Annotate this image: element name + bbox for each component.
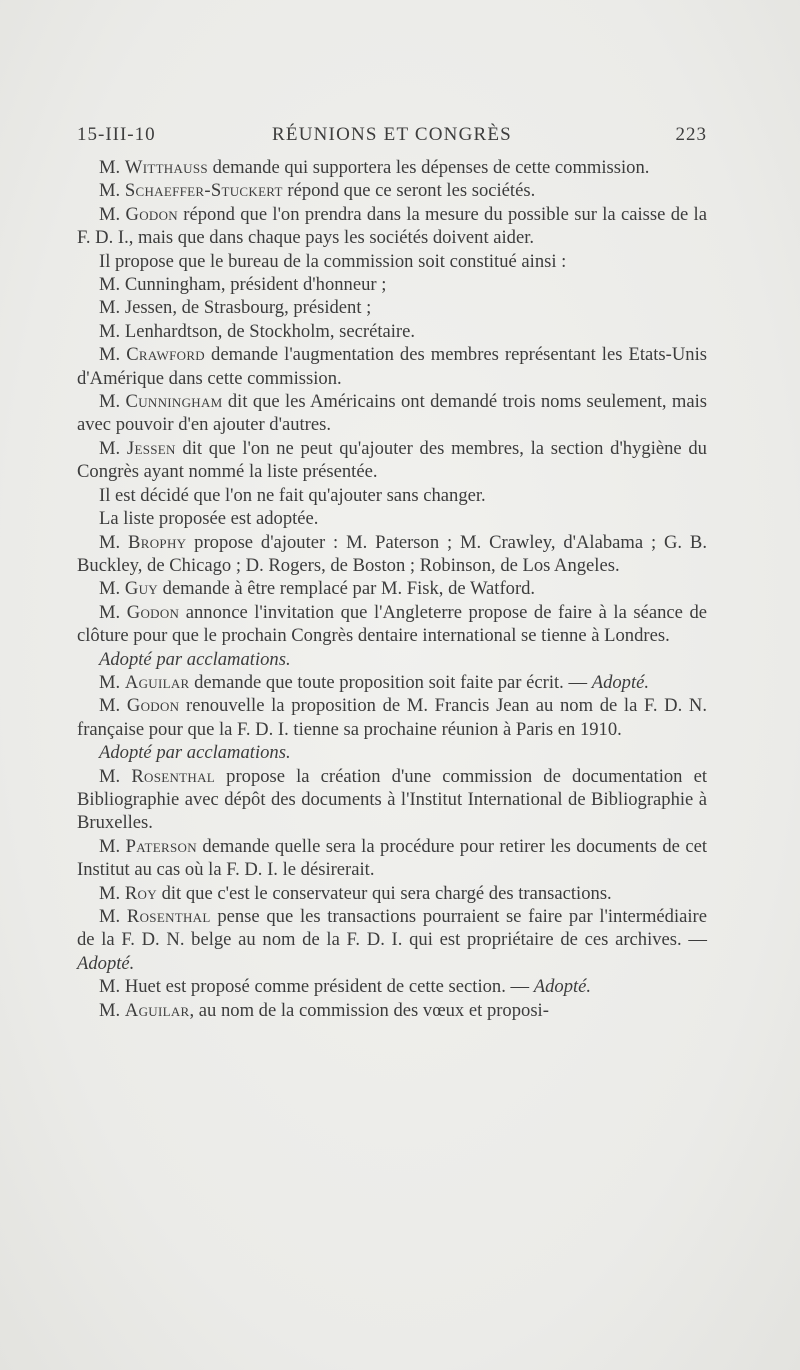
paragraph-text: demande à être remplacé par M. Fisk, de Watford. [157,578,536,600]
speaker-name: Godon [126,601,180,623]
paragraph [77,320,707,343]
paragraph-prefix: M. [99,531,129,553]
paragraph-text: répond que l'on prendra dans la mesure du possible sur la caisse de la F. D. I., mais que dans chaque pays les sociétés doivent aider. [77,203,707,249]
speaker-name: Rosenthal [126,906,211,927]
paragraph [77,507,707,530]
paragraph-prefix: M. [99,765,132,787]
paragraph-text: pense que les transactions pourraient se faire par l'intermédiaire de la F. D. N. belge au nom de la F. D. I. qui est propriétaire de ces archives. — [77,906,707,951]
paragraph-prefix: M. [99,601,127,623]
paragraph [77,601,707,648]
paragraph-prefix: M. [99,882,125,904]
paragraph-text: renouvelle la proposition de M. Francis Jean au nom de la F. D. N. française pour que la F. D. I. tienne sa prochaine réunion à Paris en 1910. [77,695,707,740]
paragraph [77,531,707,578]
paragraph-prefix: M. [99,999,125,1021]
paragraph [77,273,707,296]
header-date: 15-III-10 [77,124,156,145]
speaker-name: Paterson [125,835,197,857]
paragraph [77,671,707,694]
speaker-name: Rosenthal [131,765,216,787]
paragraph [77,250,707,273]
paragraph-prefix: M. [99,835,126,857]
speaker-name: Brophy [128,531,187,553]
paragraph [77,882,707,905]
paragraph [77,577,707,600]
body-text [77,156,707,1022]
paragraph [77,296,707,319]
paragraph [77,835,707,882]
paragraph [77,390,707,437]
paragraph-text: demande que toute proposition soit faite par écrit. — [189,671,592,693]
paragraph-prefix: M. [99,578,125,600]
speaker-name: Witthauss [124,157,208,178]
paragraph-text: dit que c'est le conservateur qui sera chargé des transactions. [156,882,612,904]
paragraph-prefix: M. [99,695,127,717]
running-head [77,124,707,154]
paragraph-text: dit que les Américains ont demandé trois noms seulement, mais avec pouvoir d'en ajouter d'autres. [77,391,707,436]
paragraph-prefix: M. [99,437,127,459]
paragraph-text: Il propose que le bureau de la commission soit constitué ainsi : [99,250,567,272]
paragraph [77,694,707,741]
paragraph [77,648,707,671]
paragraph [77,484,707,507]
speaker-name: Jessen [126,437,176,459]
speaker-name: Cunningham [125,391,223,413]
header-title: RÉUNIONS ET CONGRÈS [272,124,512,145]
italic-text: Adopté. [591,671,650,693]
paragraph [77,437,707,484]
paragraph-prefix: M. [99,157,125,178]
paragraph-text: demande l'augmentation des membres représentant les Etats-Unis d'Amérique dans cette commission. [77,344,707,389]
paragraph-text: M. Cunningham, président d'honneur ; [99,274,387,296]
paragraph-prefix: M. [99,344,127,366]
speaker-name: Schaeffer-Stuckert [124,180,283,202]
paragraph-text: M. Huet est proposé comme président de cette section. — [99,976,534,998]
paragraph-text: , au nom de la commission des vœux et proposi- [189,999,549,1021]
paragraph-text: Il est décidé que l'on ne fait qu'ajouter sans changer. [99,484,486,506]
paragraph-prefix: M. [99,203,126,225]
paragraph-text: M. Jessen, de Strasbourg, président ; [99,297,372,319]
paragraph-text: demande quelle sera la procédure pour retirer les documents de cet Institut au cas où la F. D. I. le désirerait. [77,835,707,881]
paragraph [77,203,707,250]
paragraph [77,999,707,1022]
paragraph-prefix: M. [99,671,125,693]
paragraph [77,343,707,390]
italic-text: Adopté. [77,952,135,974]
speaker-name: Guy [124,578,158,600]
paragraph [77,156,707,179]
paragraph-text: propose la création d'une commission de documentation et Bibliographie avec dépôt des documents à l'Institut International de Bibliographie à Bruxelles. [77,765,707,834]
speaker-name: Roy [124,882,157,904]
italic-text: Adopté par acclamations. [99,742,291,764]
paragraph [77,975,707,998]
paragraph [77,179,707,202]
paragraph [77,741,707,764]
paragraph [77,765,707,835]
italic-text: Adopté. [533,976,592,998]
paragraph-text: M. Lenhardtson, de Stockholm, secrétaire. [99,320,416,342]
page-number: 223 [675,124,707,145]
paragraph-text: La liste proposée est adoptée. [99,508,319,530]
paragraph-text: propose d'ajouter : M. Paterson ; M. Crawley, d'Alabama ; G. B. Buckley, de Chicago ; D. Rogers, de Boston ; Robinson, de Los Angeles. [77,531,707,576]
speaker-name: Aguilar [124,671,190,693]
paragraph-text: répond que ce seront les sociétés. [282,180,536,202]
paragraph-prefix: M. [99,180,125,202]
paragraph-text: demande qui supportera les dépenses de cette commission. [207,157,650,178]
speaker-name: Crawford [126,344,205,366]
speaker-name: Aguilar [124,999,190,1021]
paragraph-text: annonce l'invitation que l'Angleterre propose de faire à la séance de clôture pour que le prochain Congrès dentaire international se tienne à Londres. [77,601,707,647]
paragraph-prefix: M. [99,906,127,927]
italic-text: Adopté par acclamations. [99,648,291,670]
paragraph-prefix: M. [99,391,126,413]
speaker-name: Godon [126,695,180,717]
speaker-name: Godon [125,203,178,225]
paragraph-text: dit que l'on ne peut qu'ajouter des membres, la section d'hygiène du Congrès ayant nommé la liste présentée. [77,437,707,483]
paragraph [77,905,707,975]
